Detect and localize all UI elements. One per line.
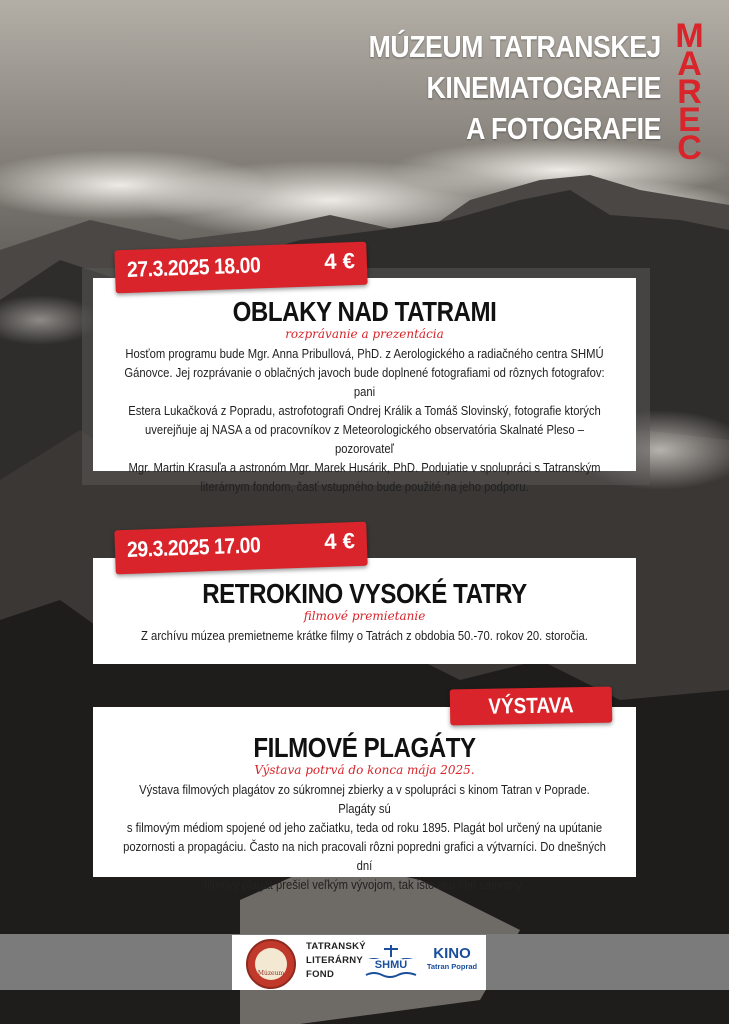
event-1-title: OBLAKY NAD TATRAMI bbox=[232, 296, 497, 327]
fund-line: TATRANSKÝ bbox=[306, 941, 366, 952]
description-line: uverejňuje aj NASA a od pracovníkov z Meteorologického observatória Skalnaté Pleso – pozorovateľ bbox=[144, 423, 585, 456]
kino-tatran-logo bbox=[424, 945, 480, 971]
shmu-text: SHMÚ bbox=[364, 959, 418, 971]
description-line: Výstava filmových plagátov zo súkromnej zbierky a v spolupráci s kinom Tatran v Poprade. Plagáty sú bbox=[139, 783, 590, 816]
event-1-card bbox=[93, 278, 636, 494]
event-1-description bbox=[120, 345, 609, 497]
exhibition-card bbox=[93, 707, 636, 892]
fund-line: FOND bbox=[306, 969, 335, 980]
event-2-description bbox=[120, 627, 609, 646]
description-line: pozornosti a propagáciu. Často na nich pracovali rôzni popredni grafici a výtvarníci. Do dnešných dní bbox=[123, 840, 606, 873]
exhibition-description bbox=[120, 781, 609, 895]
event-2-price: 4 € bbox=[323, 528, 356, 555]
month-vertical-label bbox=[667, 17, 711, 167]
description-line: literárnym fondom, časť vstupného bude použité na jeho podporu. bbox=[200, 480, 529, 494]
event-2-date-time: 29.3.2025 17.00 bbox=[126, 532, 261, 562]
event-2-card bbox=[93, 558, 636, 664]
event-1-date-badge bbox=[114, 242, 367, 294]
description-line: s filmovým médiom spojené od jeho začiatku, teda od roku 1895. Plagát bol určený na upútanie bbox=[126, 821, 603, 835]
event-2-title: RETROKINO VYSOKÉ TATRY bbox=[202, 578, 527, 609]
event-1-date-time: 27.3.2025 18.00 bbox=[126, 252, 261, 282]
month-letter: C bbox=[677, 129, 701, 167]
description-line: Mgr. Martin Krasuľa a astronóm Mgr. Marek Husárik, PhD. Podujatie v spolupráci s Tatranským bbox=[128, 461, 601, 475]
partner-logos bbox=[232, 935, 486, 990]
shmu-logo bbox=[364, 945, 418, 979]
literary-fund-label bbox=[306, 940, 366, 982]
description-line: Estera Lukačková z Popradu, astrofotografi Ondrej Králik a Tomáš Slovinský, fotografie ktorých bbox=[128, 404, 601, 418]
exhibition-title: FILMOVÉ PLAGÁTY bbox=[253, 732, 476, 763]
month-letter: R bbox=[677, 73, 701, 111]
event-2-date-badge bbox=[114, 522, 367, 575]
kino-title: KINO bbox=[433, 945, 471, 962]
title-line-3: A FOTOGRAFIE bbox=[466, 111, 661, 146]
description-line: Z archívu múzea premietneme krátke filmy o Tatrách z obdobia 50.-70. rokov 20. storočia. bbox=[141, 629, 588, 643]
event-2-subtitle: filmové premietanie bbox=[303, 609, 426, 623]
exhibition-badge bbox=[450, 687, 613, 726]
fund-line: LITERÁRNY bbox=[306, 955, 364, 966]
description-line: Gánovce. Jej rozprávanie o oblačných javoch bude doplnené fotografiami od rôznych fotografov: pani bbox=[124, 366, 605, 399]
description-line: filmový plagát prešiel veľkým vývojom, tak isto ako film samotný. bbox=[204, 878, 525, 892]
kino-subtitle: Tatran Poprad bbox=[426, 962, 478, 971]
title-line-2: KINEMATOGRAFIE bbox=[426, 70, 661, 105]
event-1-price: 4 € bbox=[323, 248, 356, 275]
exhibition-subtitle: Výstava potrvá do konca mája 2025. bbox=[254, 763, 475, 777]
description-line: Hosťom programu bude Mgr. Anna Pribullová, PhD. z Aerologického a radiačného centra SHMÚ bbox=[125, 347, 604, 361]
title-line-1: MÚZEUM TATRANSKEJ bbox=[368, 29, 661, 64]
month-letter: A bbox=[677, 45, 701, 83]
museum-title bbox=[369, 26, 661, 149]
month-letter: E bbox=[678, 101, 700, 139]
event-1-subtitle: rozprávanie a prezentácia bbox=[285, 327, 444, 341]
museum-seal-logo bbox=[246, 939, 296, 989]
seal-text: Múzeum bbox=[257, 970, 285, 977]
exhibition-tag-label: VÝSTAVA bbox=[488, 692, 574, 719]
month-letter: M bbox=[675, 17, 703, 55]
